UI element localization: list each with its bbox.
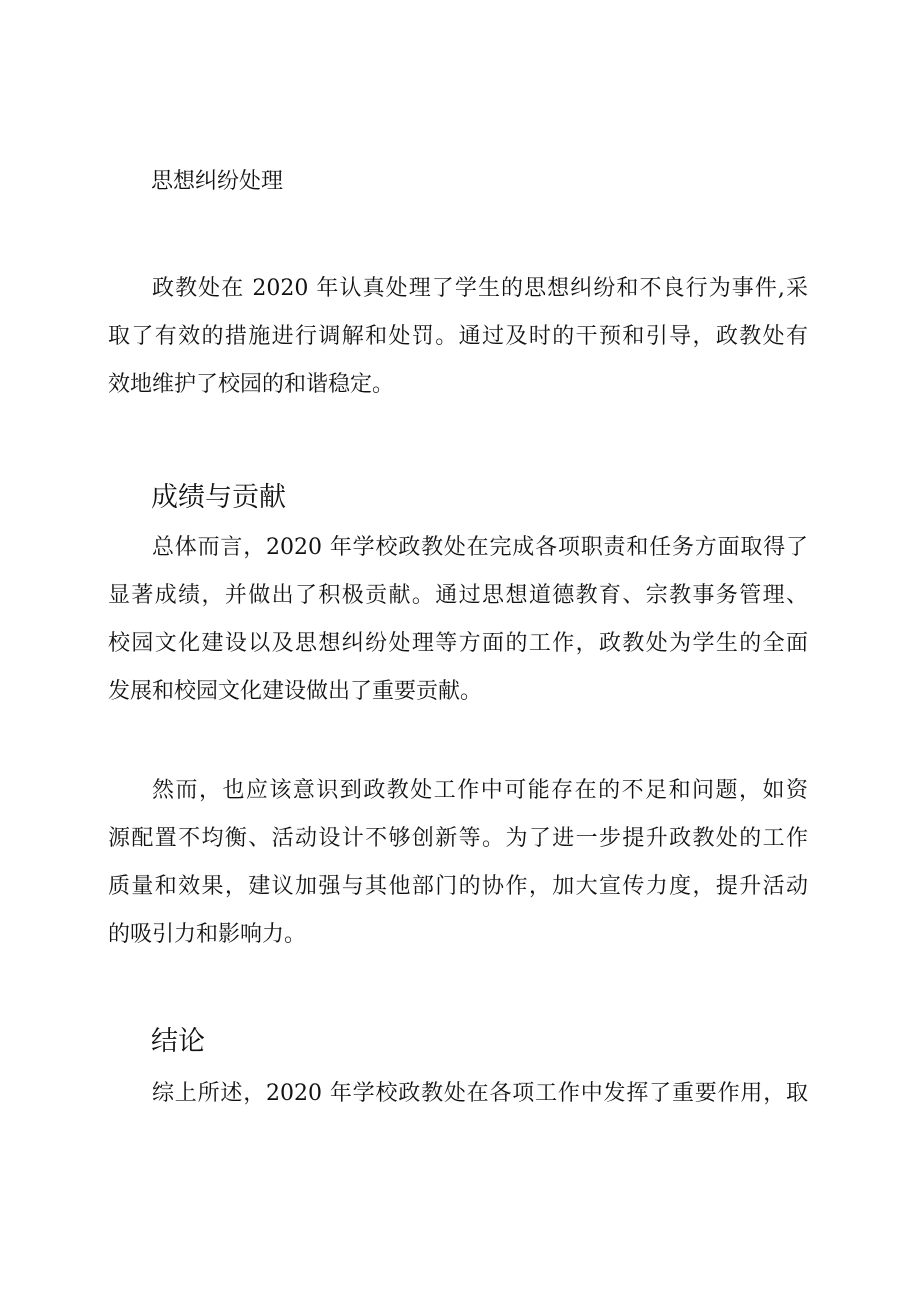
paragraph-line: 取了有效的措施进行调解和处罚。通过及时的干预和引导，政教处有 [108,324,808,349]
paragraph-line: 政教处在 2020 年认真处理了学生的思想纠纷和不良行为事件,采 [152,276,808,301]
paragraph-line: 源配置不均衡、活动设计不够创新等。为了进一步提升政教处的工作 [108,826,808,851]
paragraph-line: 综上所述，2020 年学校政教处在各项工作中发挥了重要作用，取 [152,1081,808,1106]
paragraph-line: 校园文化建设以及思想纠纷处理等方面的工作，政教处为学生的全面 [108,631,808,656]
paragraph-achievements-summary [108,524,808,716]
section-heading-conclusion: 结论 [151,1026,205,1057]
section-heading-dispute-handling: 思想纠纷处理 [151,169,284,194]
paragraph-achievements-issues [108,767,808,959]
paragraph-dispute-handling [108,265,808,409]
paragraph-line: 然而，也应该意识到政教处工作中可能存在的不足和问题，如资 [152,778,808,803]
paragraph-line: 显著成绩，并做出了积极贡献。通过思想道德教育、宗教事务管理、 [108,583,808,608]
paragraph-conclusion [108,1070,808,1118]
paragraph-line: 总体而言，2020 年学校政教处在完成各项职责和任务方面取得了 [152,535,808,560]
paragraph-line: 发展和校园文化建设做出了重要贡献。 [108,679,483,704]
paragraph-line: 效地维护了校园的和谐稳定。 [108,372,395,397]
paragraph-line: 质量和效果，建议加强与其他部门的协作，加大宣传力度，提升活动 [108,874,808,899]
section-heading-achievements: 成绩与贡献 [151,482,286,513]
paragraph-line: 的吸引力和影响力。 [108,922,307,947]
